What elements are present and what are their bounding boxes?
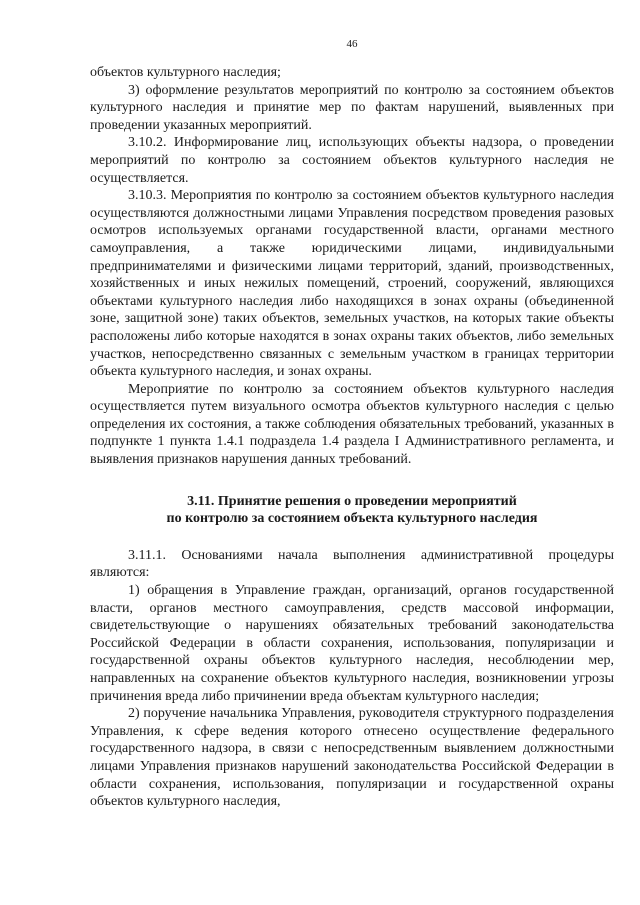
paragraph: объектов культурного наследия;	[90, 65, 281, 80]
spacer	[90, 469, 614, 493]
paragraph: 3.10.2. Информирование лиц, использующих объекты надзора, о проведении мероприятий по контролю за состоянием объектов культурного наследия не осуществляется.	[90, 135, 614, 186]
spacer	[90, 528, 614, 547]
paragraph: 3.10.3. Мероприятия по контролю за состоянием объектов культурного наследия осуществляются должностными лицами Управления посредством проведения разовых осмотров используемых органами государственной власти, органами местного самоуправления, а также юридическими лицами, индивидуальными предпринимателями и физическими лицами территорий, зданий, производственных, хозяйственных и иных нежилых помещений, строений, сооружений, являющихся объектами культурного наследия либо находящихся в зонах охраны (объединенной зоне, защитной зоне) таких объектов, земельных участков, на которых такие объекты расположены либо которые находятся в зонах охраны таких объектов, либо земельных участков, непосредственно связанных с земельным участком в границах территории объекта культурного наследия, и зонах охраны.	[90, 188, 614, 380]
section-heading-line-1: 3.11. Принятие решения о проведении мероприятий	[187, 493, 517, 509]
paragraph: 3.11.1. Основаниями начала выполнения административной процедуры являются:	[90, 547, 614, 581]
section-heading	[90, 493, 614, 528]
paragraph: 1) обращения в Управление граждан, организаций, органов государственной власти, органов местного самоуправления, средств массовой информации, свидетельствующие о нарушениях обязательных требований законодательства Российской Федерации в области сохранения, использования, популяризации и государственной охраны объектов культурного наследия, несоблюдении мер, направленных на сохранение объектов культурного наследия, возникновении угрозы причинения вреда либо причинении вреда объектам культурного наследия;	[90, 583, 614, 704]
paragraph: 3) оформление результатов мероприятий по контролю за состоянием объектов культурного наследия и принятие мер по фактам нарушений, выявленных при проведении указанных мероприятий.	[90, 82, 614, 133]
section-heading-line-2: по контролю за состоянием объекта культурного наследия	[166, 511, 538, 527]
document-body	[90, 64, 614, 811]
document-page	[90, 0, 614, 905]
paragraph: 2) поручение начальника Управления, руководителя структурного подразделения Управления, к сфере ведения которого отнесено осуществление федерального государственного надзора, в связи с непосредственным выявлением должностными лицами Управления признаков нарушений законодательства Российской Федерации в области сохранения, использования, популяризации и государственной охраны объектов культурного наследия,	[90, 706, 614, 810]
page-number: 46	[346, 38, 358, 50]
paragraph: Мероприятие по контролю за состоянием объектов культурного наследия осуществляется путем визуального осмотра объектов культурного наследия с целью определения их состояния, а также соблюдения обязательных требований, указанных в подпункте 1 пункта 1.4.1 подраздела 1.4 раздела I Административного регламента, и выявления признаков нарушения данных требований.	[90, 381, 614, 468]
